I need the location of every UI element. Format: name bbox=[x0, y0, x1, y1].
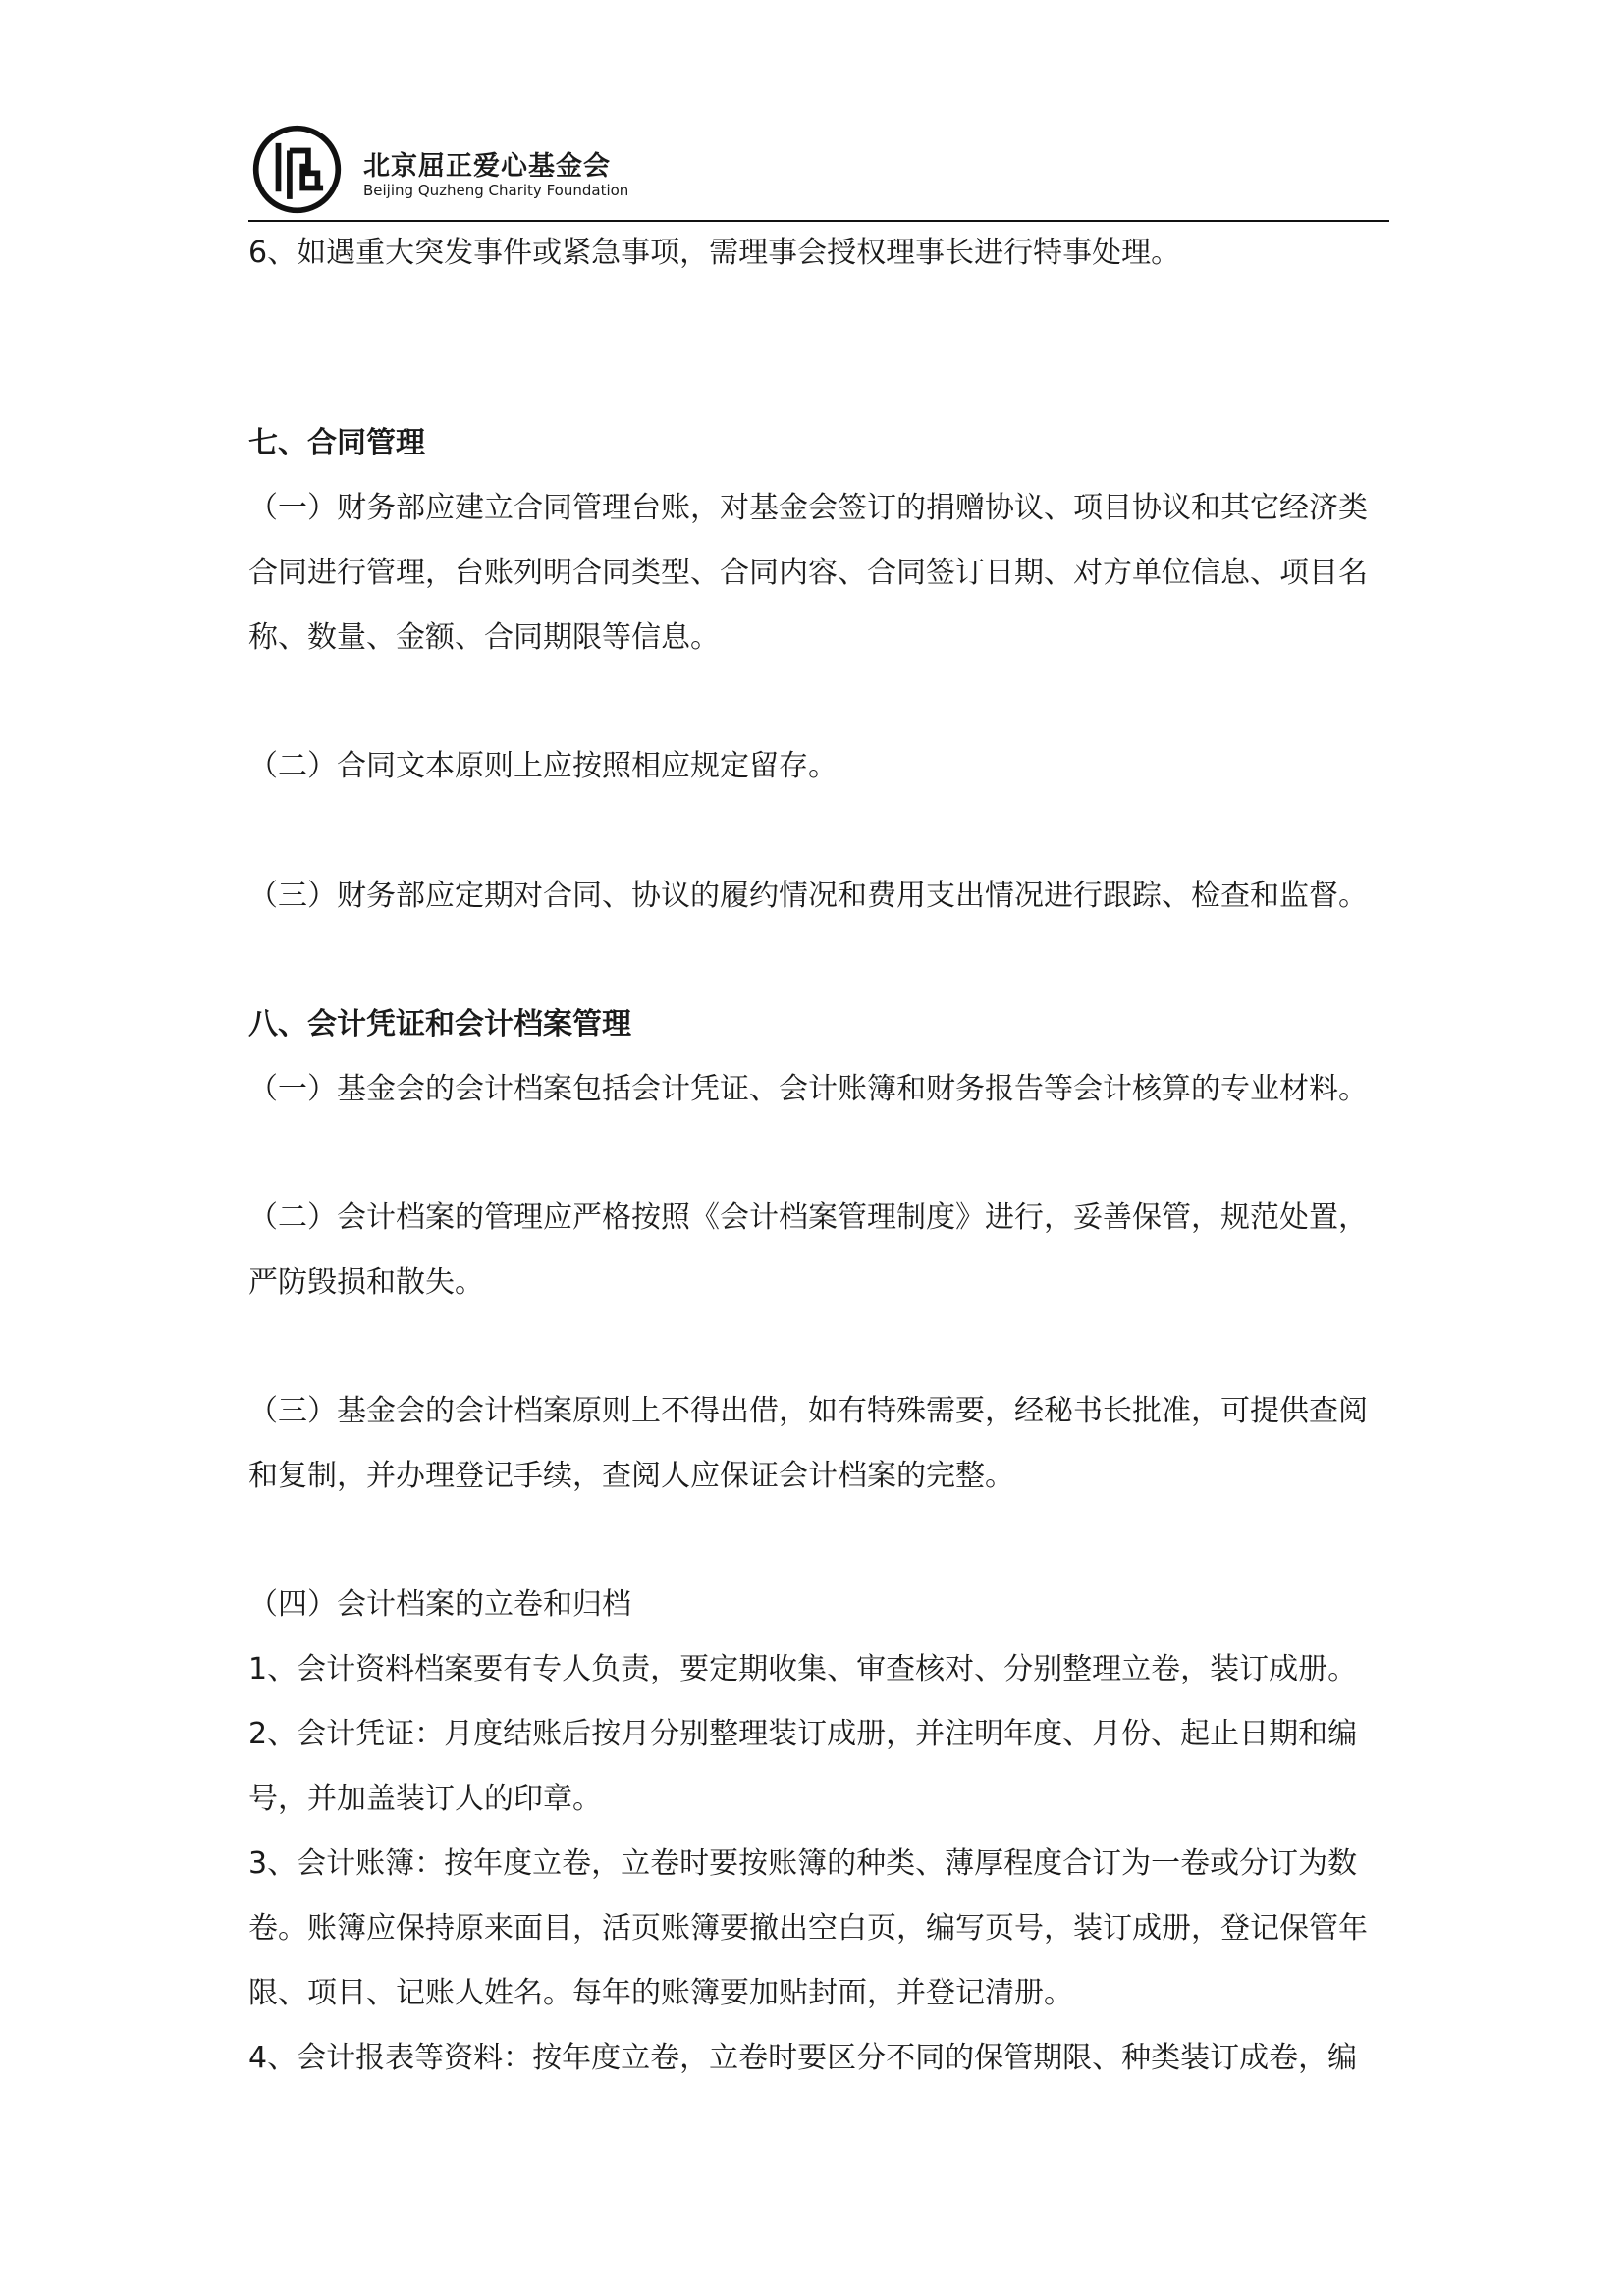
org-name-en: Beijing Quzheng Charity Foundation bbox=[363, 182, 629, 199]
paragraph-line: 限、项目、记账人姓名。每年的账簿要加贴封面，并登记清册。 bbox=[248, 1976, 1073, 2010]
paragraph-line: （三）财务部应定期对合同、协议的履约情况和费用支出情况进行跟踪、检查和监督。 bbox=[248, 879, 1368, 913]
foundation-logo-icon bbox=[250, 123, 344, 216]
paragraph-line: 合同进行管理，台账列明合同类型、合同内容、合同签订日期、对方单位信息、项目名 bbox=[248, 556, 1368, 590]
paragraph-line: 3、会计账簿：按年度立卷，立卷时要按账簿的种类、薄厚程度合订为一卷或分订为数 bbox=[248, 1846, 1358, 1881]
paragraph-line: 号，并加盖装订人的印章。 bbox=[248, 1782, 602, 1816]
paragraph-line: 称、数量、金额、合同期限等信息。 bbox=[248, 620, 720, 655]
paragraph-line: 2、会计凭证：月度结账后按月分别整理装订成册，并注明年度、月份、起止日期和编 bbox=[248, 1717, 1358, 1751]
paragraph-line: 严防毁损和散失。 bbox=[248, 1265, 484, 1300]
paragraph-line: （一）财务部应建立合同管理台账，对基金会签订的捐赠协议、项目协议和其它经济类 bbox=[248, 491, 1368, 525]
paragraph-line: （三）基金会的会计档案原则上不得出借，如有特殊需要，经秘书长批准，可提供查阅 bbox=[248, 1394, 1368, 1428]
document-header bbox=[250, 123, 1389, 221]
paragraph-line: 1、会计资料档案要有专人负责，要定期收集、审查核对、分别整理立卷，装订成册。 bbox=[248, 1652, 1358, 1686]
paragraph-line: 6、如遇重大突发事件或紧急事项，需理事会授权理事长进行特事处理。 bbox=[248, 236, 1181, 270]
header-divider bbox=[248, 220, 1389, 222]
paragraph-line: 4、会计报表等资料：按年度立卷，立卷时要区分不同的保管期限、种类装订成卷，编 bbox=[248, 2041, 1358, 2075]
section-heading: 七、合同管理 bbox=[248, 426, 425, 460]
paragraph-line: （二）会计档案的管理应严格按照《会计档案管理制度》进行，妥善保管，规范处置， bbox=[248, 1201, 1368, 1235]
paragraph-line: 卷。账簿应保持原来面目，活页账簿要撤出空白页，编写页号，装订成册，登记保管年 bbox=[248, 1911, 1368, 1946]
org-name-cn: 北京屈正爱心基金会 bbox=[363, 151, 611, 182]
paragraph-line: （四）会计档案的立卷和归档 bbox=[248, 1587, 631, 1622]
section-heading: 八、会计凭证和会计档案管理 bbox=[248, 1007, 631, 1041]
paragraph-line: （二）合同文本原则上应按照相应规定留存。 bbox=[248, 749, 838, 783]
paragraph-line: （一）基金会的会计档案包括会计凭证、会计账簿和财务报告等会计核算的专业材料。 bbox=[248, 1072, 1368, 1106]
paragraph-line: 和复制，并办理登记手续，查阅人应保证会计档案的完整。 bbox=[248, 1459, 1014, 1493]
